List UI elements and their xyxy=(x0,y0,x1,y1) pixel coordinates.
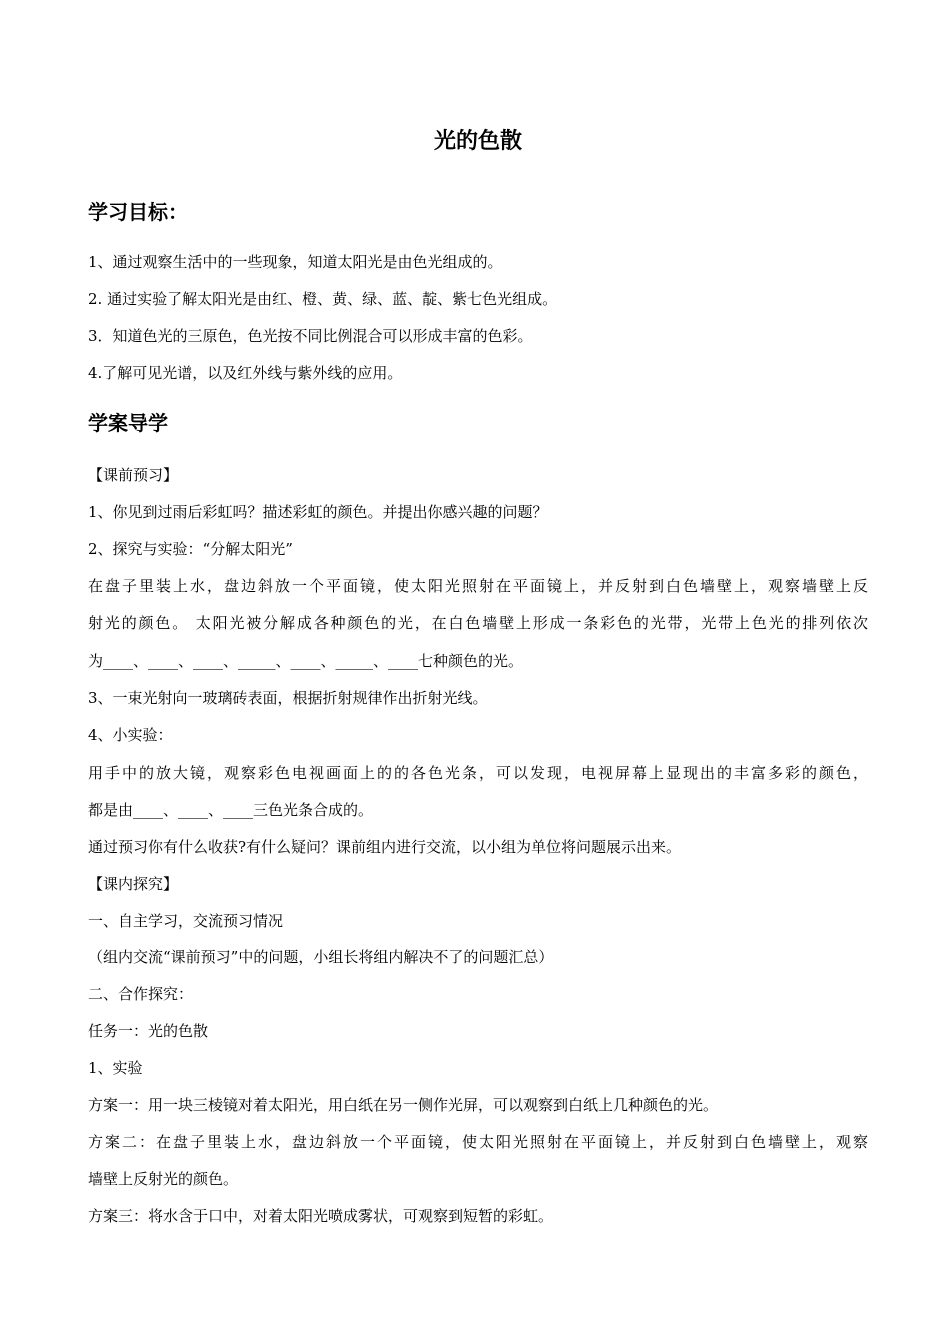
guide-line: 方案一：用一块三棱镜对着太阳光，用白纸在另一侧作光屏，可以观察到白纸上几种颜色的光。 xyxy=(88,1096,719,1114)
guide-heading: 学案导学 xyxy=(88,411,168,435)
guide-line: 2、探究与实验：“分解太阳光” xyxy=(88,540,293,558)
objective-item: 3．知道色光的三原色，色光按不同比例混合可以形成丰富的色彩。 xyxy=(88,327,533,345)
guide-line: 3、一束光射向一玻璃砖表面，根据折射规律作出折射光线。 xyxy=(88,689,488,707)
fill-blank-line: 为____、____、____、_____、____、_____、____七种颜色的光。 xyxy=(88,652,524,670)
guide-line: 墙壁上反射光的颜色。 xyxy=(88,1170,239,1188)
guide-line: 方案二：在盘子里装上水，盘边斜放一个平面镜，使太阳光照射在平面镜上，并反射到白色墙壁上，观察 xyxy=(88,1133,868,1151)
guide-line: 通过预习你有什么收获?有什么疑问？课前组内进行交流，以小组为单位将问题展示出来。 xyxy=(88,838,682,856)
document-title: 光的色散 xyxy=(433,129,522,154)
guide-line: 一、自主学习，交流预习情况 xyxy=(88,912,284,930)
guide-line: 1、实验 xyxy=(88,1059,143,1077)
guide-line: 4、小实验： xyxy=(88,726,173,744)
inclass-label: 【课内探究】 xyxy=(88,875,179,893)
objective-item: 2. 通过实验了解太阳光是由红、橙、黄、绿、蓝、靛、紫七色光组成。 xyxy=(88,290,558,308)
guide-line: 方案三：将水含于口中，对着太阳光喷成雾状，可观察到短暂的彩虹。 xyxy=(88,1207,554,1225)
guide-line: 二、合作探究： xyxy=(88,985,194,1003)
guide-line: 在盘子里装上水，盘边斜放一个平面镜，使太阳光照射在平面镜上，并反射到白色墙壁上，观察墙壁上反 xyxy=(88,577,868,595)
guide-line: 1、你见到过雨后彩虹吗？描述彩虹的颜色。并提出你感兴趣的问题？ xyxy=(88,503,548,521)
preview-label: 【课前预习】 xyxy=(88,466,179,484)
guide-line: （组内交流“课前预习”中的问题，小组长将组内解决不了的问题汇总） xyxy=(88,948,554,966)
guide-line: 任务一：光的色散 xyxy=(88,1022,209,1040)
objectives-heading: 学习目标： xyxy=(88,200,188,224)
guide-line: 射光的颜色。 太阳光被分解成各种颜色的光，在白色墙壁上形成一条彩色的光带，光带上色光的排列依次 xyxy=(88,614,868,632)
objective-item: 1、通过观察生活中的一些现象，知道太阳光是由色光组成的。 xyxy=(88,253,503,271)
fill-blank-line: 都是由____、____、____三色光条合成的。 xyxy=(88,801,374,819)
objective-item: 4.了解可见光谱，以及红外线与紫外线的应用。 xyxy=(88,364,403,382)
guide-line: 用手中的放大镜，观察彩色电视画面上的的各色光条，可以发现，电视屏幕上显现出的丰富多彩的颜色， xyxy=(88,764,868,782)
